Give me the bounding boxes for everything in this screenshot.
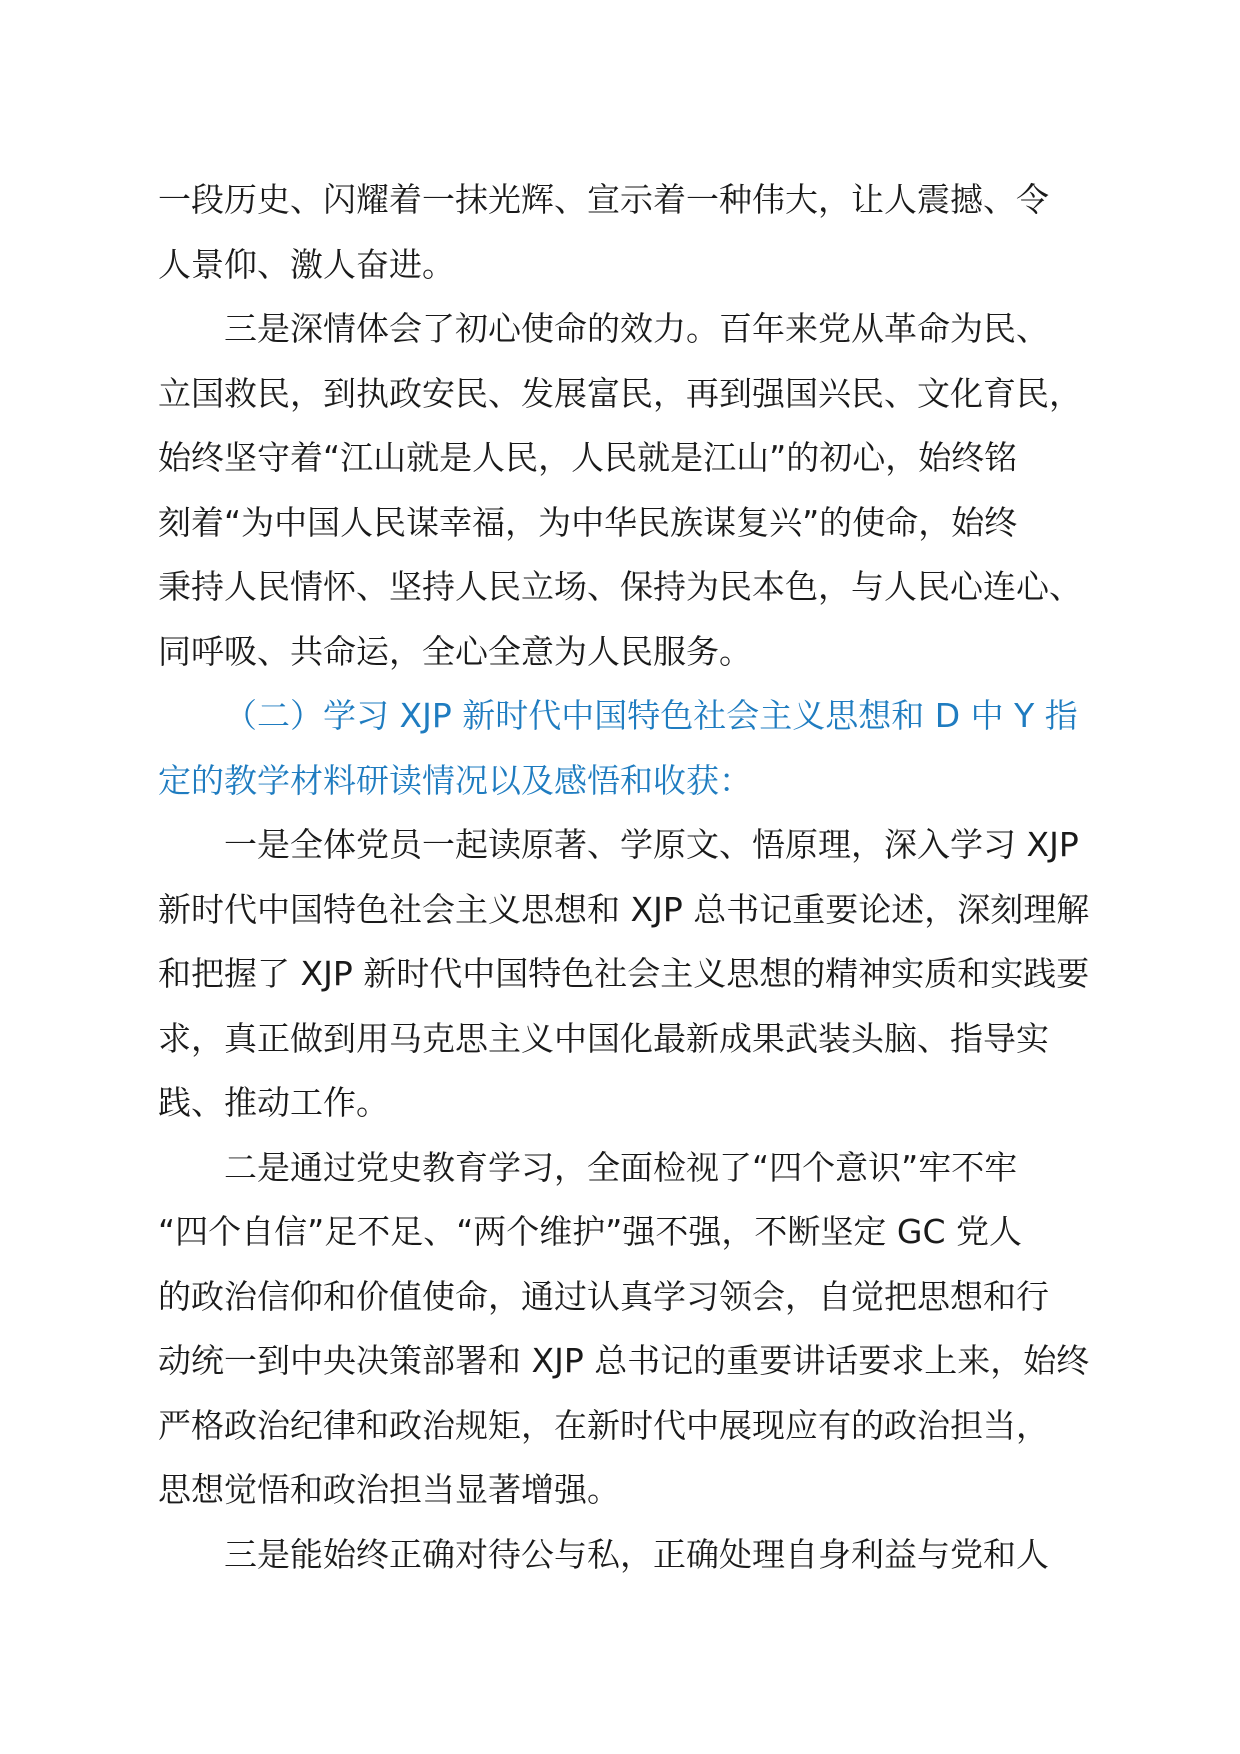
text-line: 一段历史、闪耀着一抹光辉、宣示着一种伟大，让人震撼、令 (158, 180, 1049, 219)
text-line: 动统一到中央决策部署和 XJP 总书记的重要讲话要求上来，始终 (158, 1341, 1090, 1380)
text-line: 秉持人民情怀、坚持人民立场、保持为民本色，与人民心连心、 (158, 567, 1082, 606)
section-heading-line: （二）学习 XJP 新时代中国特色社会主义思想和 D 中 Y 指 (224, 696, 1078, 735)
text-line: 新时代中国特色社会主义思想和 XJP 总书记重要论述，深刻理解 (158, 889, 1090, 929)
text-line: 思想觉悟和政治担当显著增强。 (158, 1470, 620, 1509)
text-line: 践、推动工作。 (158, 1083, 389, 1122)
text-line: 同呼吸、共命运，全心全意为人民服务。 (158, 631, 752, 671)
text-line: 立国救民，到执政安民、发展富民，再到强国兴民、文化育民， (158, 373, 1082, 413)
text-line: 求，真正做到用马克思主义中国化最新成果武装头脑、指导实 (158, 1018, 1049, 1058)
paragraph-start-line: 二是通过党史教育学习，全面检视了“四个意识”牢不牢 (224, 1147, 1018, 1187)
paragraph-start-line: 三是能始终正确对待公与私，正确处理自身利益与党和人 (224, 1534, 1049, 1574)
document-body (158, 168, 1118, 1587)
section-heading-line: 定的教学材料研读情况以及感悟和收获： (158, 760, 752, 800)
text-line: 始终坚守着“江山就是人民，人民就是江山”的初心，始终铭 (158, 438, 1018, 477)
text-line: 严格政治纪律和政治规矩，在新时代中展现应有的政治担当， (158, 1405, 1049, 1445)
paragraph-start-line: 三是深情体会了初心使命的效力。百年来党从革命为民、 (224, 309, 1049, 348)
text-line: 的政治信仰和价值使命，通过认真学习领会，自觉把思想和行 (158, 1276, 1049, 1316)
paragraph-start-line: 一是全体党员一起读原著、学原文、悟原理，深入学习 XJP (224, 825, 1079, 864)
text-line: 刻着“为中国人民谋幸福，为中华民族谋复兴”的使命，始终 (158, 502, 1018, 542)
text-line: 人景仰、激人奋进。 (158, 244, 455, 284)
text-line: “四个自信”足不足、“两个维护”强不强，不断坚定 GC 党人 (158, 1212, 1022, 1251)
text-line: 和把握了 XJP 新时代中国特色社会主义思想的精神实质和实践要 (158, 954, 1090, 993)
